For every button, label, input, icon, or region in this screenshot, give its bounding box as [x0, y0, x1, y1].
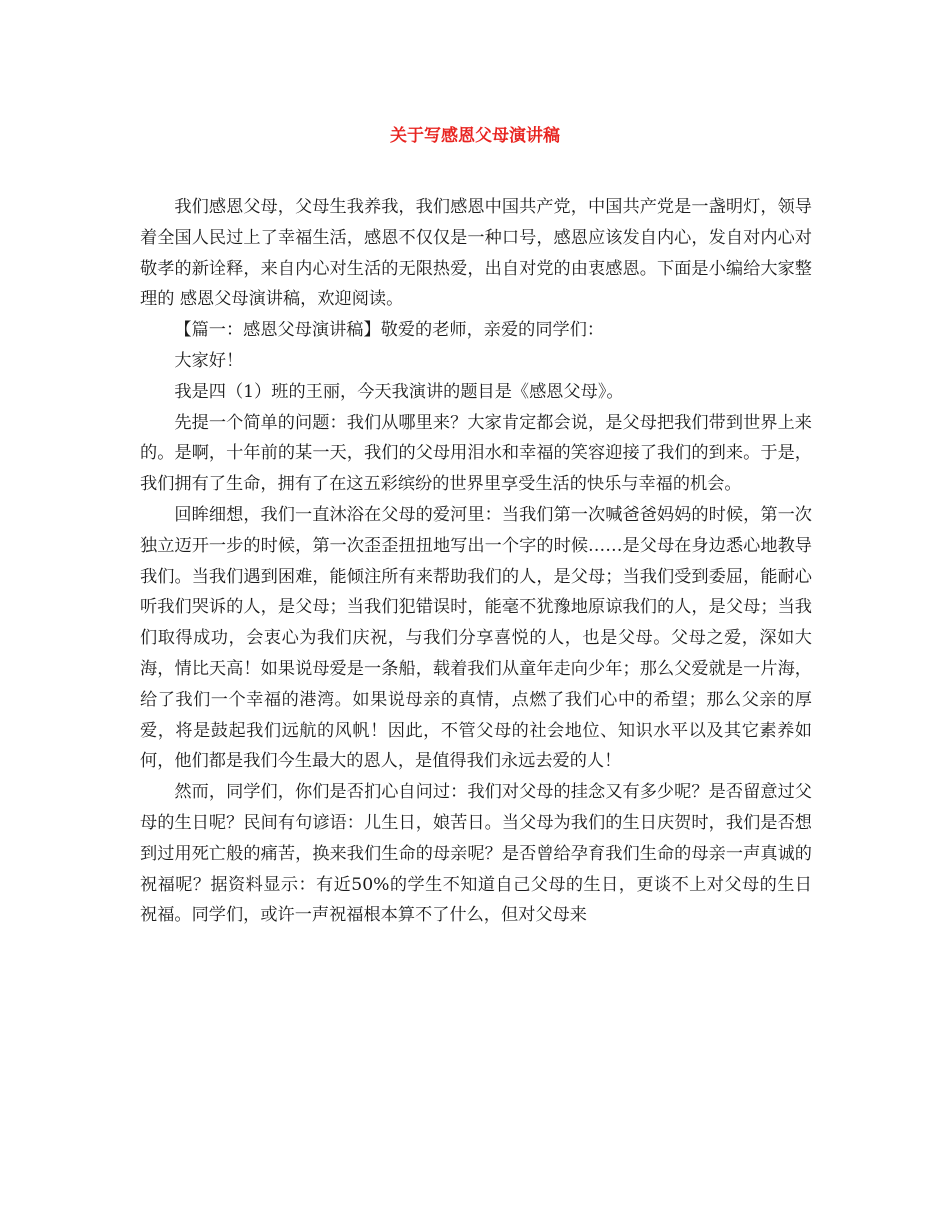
- paragraph-greeting: 大家好！: [174, 350, 244, 371]
- paragraph-section-heading: 【篇一：感恩父母演讲稿】敬爱的老师，亲爱的同学们：: [174, 320, 605, 341]
- paragraph-self-question: 然而，同学们，你们是否扪心自问过：我们对父母的挂念又有多少呢？是否留意过父母的生日呢？民间有句谚语：儿生日，娘苦日。当父母为我们的生日庆贺时，我们是否想到过用死亡般的痛苦，换来我们生命的母亲呢？是否曾给孕育我们生命的母亲一声真诚的祝福呢？据资料显示：有近50%的学生不知道自己父母的生日，更谈不上对父母的生日祝福。同学们，或许一声祝福根本算不了什么，但对父母来: [140, 782, 812, 926]
- document-body: [140, 192, 812, 931]
- paragraph-question: 先提一个简单的问题：我们从哪里来？大家肯定都会说，是父母把我们带到世界上来的。是啊，十年前的某一天，我们的父母用泪水和幸福的笑容迎接了我们的到来。于是，我们拥有了生命，拥有了在这五彩缤纷的世界里享受生活的快乐与幸福的机会。: [140, 412, 812, 495]
- paragraph-reflection: 回眸细想，我们一直沐浴在父母的爱河里：当我们第一次喊爸爸妈妈的时候，第一次独立迈开一步的时候，第一次歪歪扭扭地写出一个字的时候……是父母在身边悉心地教导我们。当我们遇到困难，能倾注所有来帮助我们的人，是父母；当我们受到委屈，能耐心听我们哭诉的人，是父母；当我们犯错误时，能毫不犹豫地原谅我们的人，是父母；当我们取得成功，会衷心为我们庆祝，与我们分享喜悦的人，也是父母。父母之爱，深如大海，情比天高！如果说母爱是一条船，载着我们从童年走向少年；那么父爱就是一片海，给了我们一个幸福的港湾。如果说母亲的真情，点燃了我们心中的希望；那么父亲的厚爱，将是鼓起我们远航的风帆！因此，不管父母的社会地位、知识水平以及其它素养如何，他们都是我们今生最大的恩人，是值得我们永远去爱的人！: [140, 504, 812, 772]
- paragraph-speaker-intro: 我是四（1）班的王丽，今天我演讲的题目是《感恩父母》。: [174, 381, 624, 402]
- document-title: 关于写感恩父母演讲稿: [390, 126, 560, 146]
- paragraph-intro: 我们感恩父母，父母生我养我，我们感恩中国共产党，中国共产党是一盏明灯，领导着全国人民过上了幸福生活，感恩不仅仅是一种口号，感恩应该发自内心，发自对内心对敬孝的新诠释，来自内心对生活的无限热爱，出自对党的由衷感恩。下面是小编给大家整理的 感恩父母演讲稿，欢迎阅读。: [140, 197, 812, 310]
